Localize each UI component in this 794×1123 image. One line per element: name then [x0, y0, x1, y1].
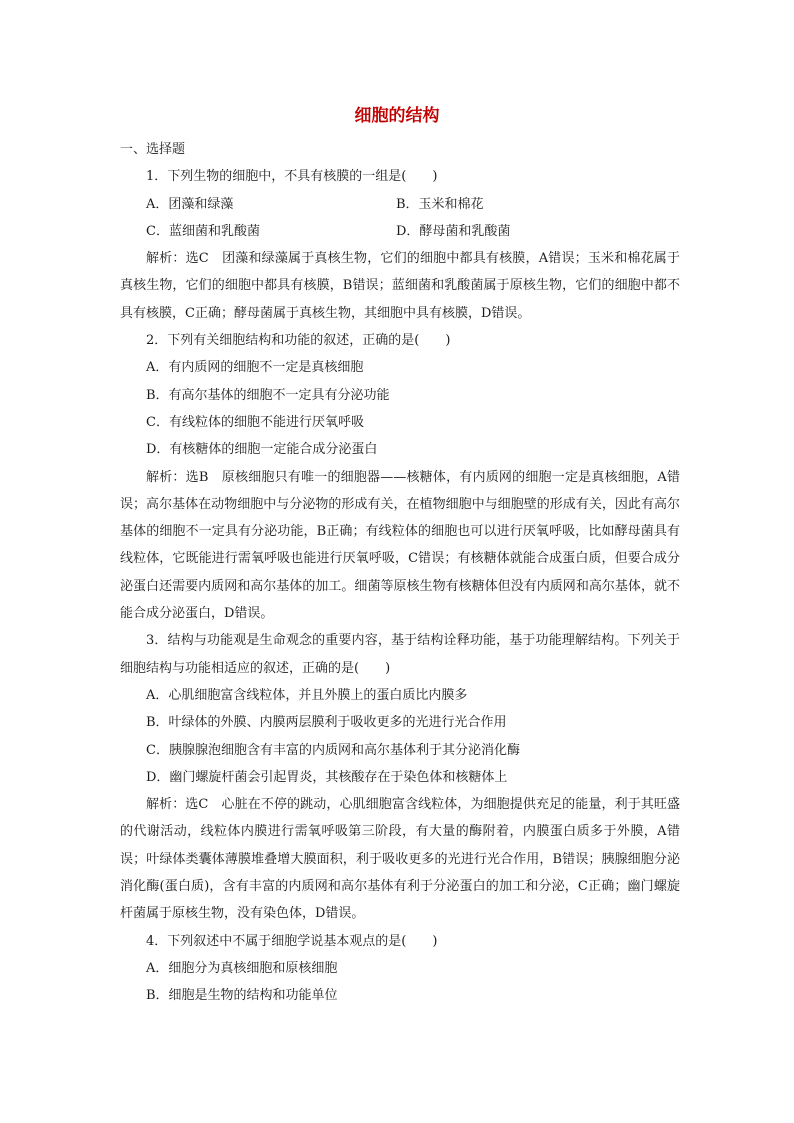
question-2-stem: 2．下列有关细胞结构和功能的叙述，正确的是( )	[146, 333, 451, 349]
document-body	[120, 136, 680, 1010]
question-2-option-a: A．有内质网的细胞不一定是真核细胞	[146, 360, 364, 376]
question-3-stem: 3．结构与功能观是生命观念的重要内容，基于结构诠释功能，基于功能理解结构。下列关于细胞结构与功能相适应的叙述，正确的是( )	[120, 633, 680, 676]
question-3-option-a: A．心肌细胞富含线粒体，并且外膜上的蛋白质比内膜多	[146, 687, 468, 703]
question-3-option-b: B．叶绿体的外膜、内膜两层膜利于吸收更多的光进行光合作用	[146, 715, 507, 731]
question-1-option-c: C．蓝细菌和乳酸菌	[146, 223, 260, 239]
question-4-option-a: A．细胞分为真核细胞和原核细胞	[146, 960, 338, 976]
question-1-option-b: B．玉米和棉花	[396, 196, 484, 212]
question-1-options-row-1	[120, 191, 680, 218]
question-3-option-d: D．幽门螺旋杆菌会引起胃炎，其核酸存在于染色体和核糖体上	[146, 769, 508, 785]
question-3-analysis: 解析：选C 心脏在不停的跳动，心肌细胞富含线粒体，为细胞提供充足的能量，利于其旺盛的代谢活动，线粒体内膜进行需氧呼吸第三阶段，有大量的酶附着，内膜蛋白质多于外膜，A错误；叶绿体类囊体薄膜堆叠增大膜面积，利于吸收更多的光进行光合作用，B错误；胰腺细胞分泌消化酶(蛋白质)，含有丰富的内质网和高尔基体有利于分泌蛋白的加工和分泌，C正确；幽门螺旋杆菌属于原核生物，没有染色体，D错误。	[120, 797, 680, 922]
question-2-analysis: 解析：选B 原核细胞只有唯一的细胞器——核糖体，有内质网的细胞一定是真核细胞，A错误；高尔基体在动物细胞中与分泌物的形成有关，在植物细胞中与细胞壁的形成有关，因此有高尔基体的细胞不一定具有分泌功能，B正确；有线粒体的细胞也可以进行厌氧呼吸，比如酵母菌具有线粒体，它既能进行需氧呼吸也能进行厌氧呼吸，C错误；有核糖体就能合成蛋白质，但要合成分泌蛋白还需要内质网和高尔基体的加工。细菌等原核生物有核糖体但没有内质网和高尔基体，就不能合成分泌蛋白，D错误。	[120, 469, 680, 622]
question-2-option-d: D．有核糖体的细胞一定能合成分泌蛋白	[146, 442, 378, 458]
question-4-option-b: B．细胞是生物的结构和功能单位	[146, 988, 338, 1004]
question-4-stem: 4．下列叙述中不属于细胞学说基本观点的是( )	[146, 933, 438, 949]
section-heading: 一、选择题	[120, 142, 186, 157]
question-1-option-d: D．酵母菌和乳酸菌	[396, 223, 511, 239]
question-2-option-c: C．有线粒体的细胞不能进行厌氧呼吸	[146, 414, 364, 430]
page-title: 细胞的结构	[354, 106, 440, 126]
question-1-options-row-2	[120, 218, 680, 245]
question-1-stem: 1．下列生物的细胞中，不具有核膜的一组是( )	[146, 169, 438, 185]
question-1-option-a: A．团藻和绿藻	[146, 196, 234, 212]
question-3-option-c: C．胰腺腺泡细胞含有丰富的内质网和高尔基体利于其分泌消化酶	[146, 742, 520, 758]
question-2-option-b: B．有高尔基体的细胞不一定具有分泌功能	[146, 387, 390, 403]
question-1-analysis: 解析：选C 团藻和绿藻属于真核生物，它们的细胞中都具有核膜，A错误；玉米和棉花属于真核生物，它们的细胞中都具有核膜，B错误；蓝细菌和乳酸菌属于原核生物，它们的细胞中都不具有核膜，C正确；酵母菌属于真核生物，其细胞中具有核膜，D错误。	[120, 251, 680, 321]
